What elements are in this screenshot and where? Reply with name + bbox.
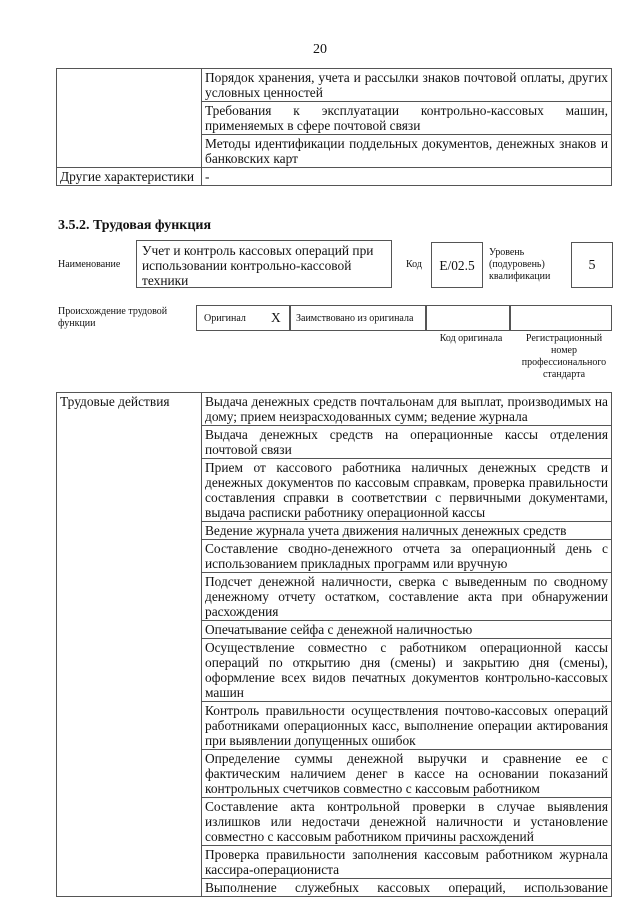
labor-action-item: Проверка правильности заполнения кассовым работником журнала кассира-операциониста xyxy=(202,846,612,879)
borrowed-box xyxy=(290,305,426,331)
labor-action-item: Прием от кассового работника наличных денежных средств и денежных документов по кассовым справкам, проверка правильности составления справки в соответствии с первичными документами, выдача расписки работнику операционной кассы xyxy=(202,459,612,522)
table-row xyxy=(57,393,612,426)
original-mark: X xyxy=(271,310,281,325)
labor-action-item: Контроль правильности осуществления почтово-кассовых операций работниками операционных касс, выполнение операции актирования при выявлении допущенных ошибок xyxy=(202,702,612,750)
other-characteristics-value: - xyxy=(202,168,612,186)
other-characteristics-label: Другие характеристики xyxy=(57,168,202,186)
section-heading: 3.5.2. Трудовая функция xyxy=(58,218,212,233)
labor-actions-label: Трудовые действия xyxy=(57,393,202,897)
knowledge-item: Порядок хранения, учета и рассылки знаков почтовой оплаты, других условных ценностей xyxy=(202,69,612,102)
origin-label: Происхождение трудовой функции xyxy=(58,306,168,329)
code-original-box xyxy=(426,305,510,331)
table-row xyxy=(57,69,612,102)
labor-action-item: Выполнение служебных кассовых операций, использование xyxy=(202,879,612,897)
borrowed-label: Заимствовано из оригинала xyxy=(296,313,414,324)
code-label: Код xyxy=(406,259,422,270)
code-original-label: Код оригинала xyxy=(439,333,503,344)
labor-action-item: Выдача денежных средств на операционные кассы отделения почтовой связи xyxy=(202,426,612,459)
level-value: 5 xyxy=(571,242,613,288)
original-box xyxy=(196,305,290,331)
labor-action-item: Составление акта контрольной проверки в случае выявления излишков или недостачи денежной наличности и установление совместно с кассовым работником причины расхождений xyxy=(202,798,612,846)
labor-actions-table xyxy=(56,392,612,897)
labor-action-item: Составление сводно-денежного отчета за операционный день с использованием прикладных программ или вручную xyxy=(202,540,612,573)
table-cell-empty xyxy=(57,69,202,168)
labor-action-item: Опечатывание сейфа с денежной наличностью xyxy=(202,621,612,639)
reg-number-label: Регистрационный номер профессионального стандарта xyxy=(521,333,607,380)
level-label: Уровень (подуровень) квалификации xyxy=(489,247,551,282)
function-name-value: Учет и контроль кассовых операций при использовании контрольно-кассовой техники xyxy=(136,240,392,288)
labor-action-item: Определение суммы денежной выручки и сравнение ее с фактическим наличием денег в кассе на основании показаний контрольных счетчиков совместно с кассовым работником xyxy=(202,750,612,798)
knowledge-item: Методы идентификации поддельных документов, денежных знаков и банковских карт xyxy=(202,135,612,168)
labor-action-item: Осуществление совместно с работником операционной кассы операций по открытию дня (смены) и закрытию дня (смены), оформление всех видов печатных документов контрольно-кассовых машин xyxy=(202,639,612,702)
labor-action-item: Подсчет денежной наличности, сверка с выведенным по сводному денежному отчету остатком, составление акта при обнаружении расхождения xyxy=(202,573,612,621)
knowledge-item: Требования к эксплуатации контрольно-кассовых машин, применяемых в сфере почтовой связи xyxy=(202,102,612,135)
knowledge-table xyxy=(56,68,612,186)
page-number: 20 xyxy=(313,42,327,57)
table-row xyxy=(57,168,612,186)
reg-number-box xyxy=(510,305,612,331)
code-value: E/02.5 xyxy=(431,242,483,288)
original-label: Оригинал xyxy=(204,313,246,324)
labor-action-item: Выдача денежных средств почтальонам для выплат, производимых на дому; прием неизрасходованных сумм; ведение журнала xyxy=(202,393,612,426)
labor-action-item: Ведение журнала учета движения наличных денежных средств xyxy=(202,522,612,540)
name-label: Наименование xyxy=(58,259,121,270)
